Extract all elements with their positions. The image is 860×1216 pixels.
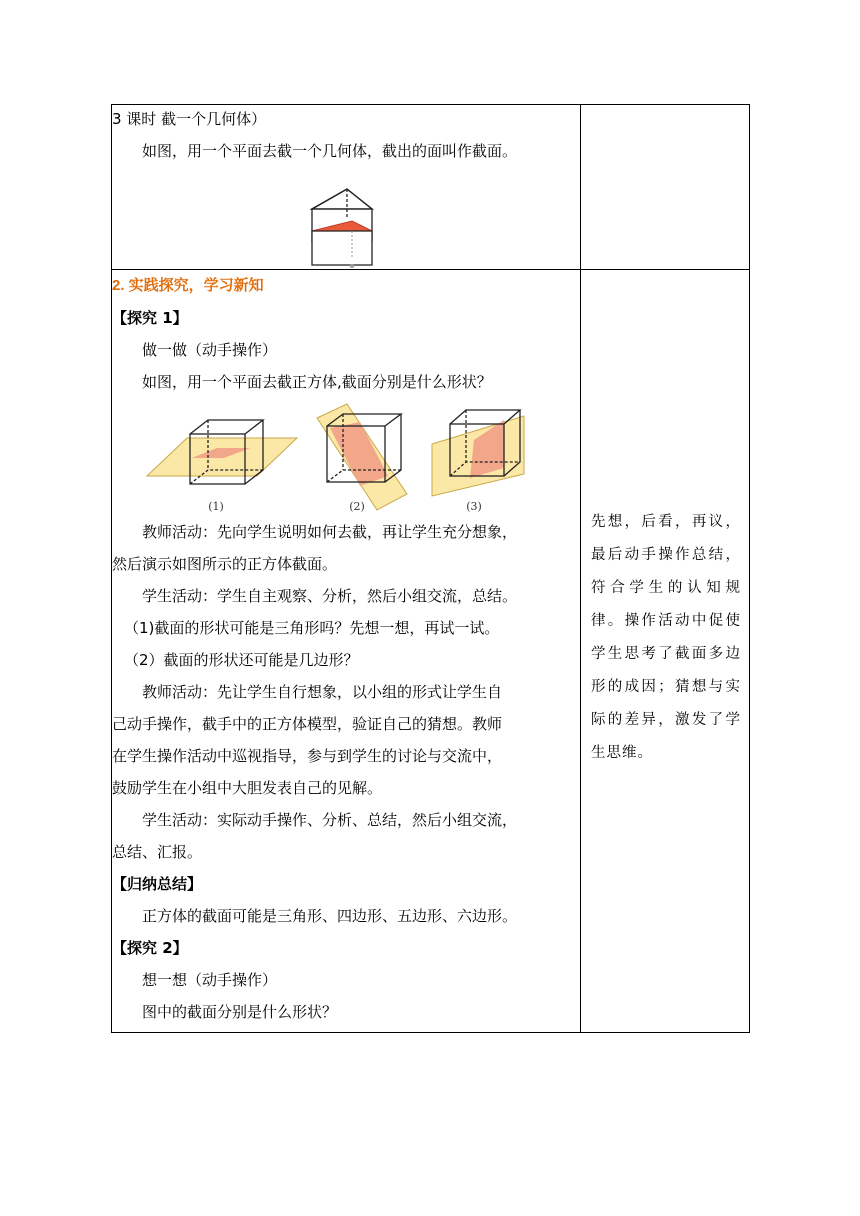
cube-figures (112, 398, 580, 516)
cube-sections-illustration (112, 398, 572, 516)
caption-1: (1) (208, 500, 224, 513)
student2-line1: 学生活动：实际动手操作、分析、总结，然后小组交流， (142, 811, 518, 829)
teacher2-line3: 在学生操作活动中巡视指导，参与到学生的讨论与交流中， (112, 747, 503, 765)
prism-figure (112, 169, 580, 269)
cube-figure-1 (147, 420, 297, 484)
question-b: （2）截面的形状还可能是几边形？ (124, 651, 359, 669)
explore-cell (112, 270, 581, 1033)
think-it-text: 想一想（动手操作） (142, 971, 278, 989)
lesson-table (111, 104, 750, 1033)
teacher2-line2: 己动手操作，截手中的正方体模型，验证自己的猜想。教师 (112, 715, 503, 733)
teacher2-line4: 鼓励学生在小组中大胆发表自己的见解。 (112, 779, 383, 797)
caption-2: (2) (349, 500, 365, 513)
prism-cut-illustration (112, 169, 572, 269)
intro-side-cell (581, 105, 750, 270)
table-row-intro (112, 105, 750, 270)
teacher1-line1: 教师活动：先向学生说明如何去截，再让学生充分想象， (142, 523, 518, 541)
explore1-label: 【探究 1】 (112, 309, 188, 327)
lesson-title: 3 课时 截一个几何体） (112, 110, 267, 128)
student2-line2: 总结、汇报。 (112, 843, 203, 861)
teacher2-line1: 教师活动：先让学生自行想象，以小组的形式让学生自 (142, 683, 503, 701)
table-row-explore (112, 270, 750, 1033)
question2-text: 图中的截面分别是什么形状？ (142, 1003, 338, 1021)
summary-text: 正方体的截面可能是三角形、四边形、五边形、六边形。 (142, 907, 518, 925)
explore-side-cell (581, 270, 750, 1033)
explore2-label: 【探究 2】 (112, 939, 188, 957)
cube-figure-3 (432, 410, 524, 496)
teacher1-line2: 然后演示如图所示的正方体截面。 (112, 555, 338, 573)
summary-label: 【归纳总结】 (112, 875, 203, 893)
cube-figure-2 (317, 404, 407, 510)
student1-text: 学生活动：学生自主观察、分析，然后小组交流，总结。 (142, 587, 518, 605)
side-note: 先想，后看，再议，最后动手操作总结，符合学生的认知规律。操作活动中促使学生思考了截面多边形的成因；猜想与实际的差异，激发了学生思维。 (591, 514, 741, 761)
do-it-text: 做一做（动手操作） (142, 341, 278, 359)
question1-text: 如图，用一个平面去截正方体,截面分别是什么形状？ (142, 373, 492, 391)
question-a: （1)截面的形状可能是三角形吗？先想一想，再试一试。 (124, 619, 500, 637)
intro-cell (112, 105, 581, 270)
caption-3: (3) (466, 500, 482, 513)
section-heading: 2. 实践探究，学习新知 (112, 277, 264, 294)
definition-text: 如图，用一个平面去截一个几何体，截出的面叫作截面。 (142, 142, 518, 160)
